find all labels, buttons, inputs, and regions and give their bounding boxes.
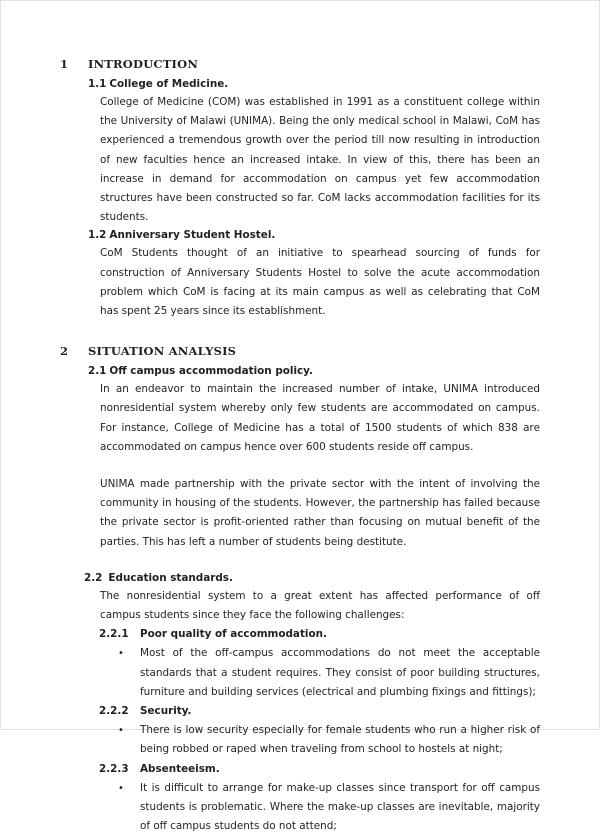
item-number-2-2-2: 2.2.2 [99, 705, 129, 718]
list-item [60, 721, 540, 759]
item-title-2-2-2: Security. [140, 705, 192, 718]
bullet-icon: • [118, 648, 124, 660]
bullet-text-2-2-2-1: There is low security especially for female students who run a higher risk of being robbed or raped when traveling from school to hostels at night; [140, 724, 540, 756]
item-heading-2-2-1 [60, 625, 540, 644]
bullet-text-2-2-1-1: Most of the off-campus accommodations do not meet the acceptable standards that a student requires. They consist of poor building structures, furniture and building services (electrical and plumbing fixings and fittings); [140, 647, 540, 698]
subsection-title-1-2: Anniversary Student Hostel. [109, 229, 276, 242]
section-title-1: INTRODUCTION [88, 57, 199, 71]
section-heading-1 [60, 56, 540, 72]
subsection-title-2-1: Off campus accommodation policy. [109, 365, 313, 378]
document-content [60, 56, 540, 837]
section-heading-2 [60, 343, 540, 359]
subsection-heading-1-2 [60, 227, 540, 244]
list-item [60, 779, 540, 837]
subsection-number-2-2: 2.2 [84, 571, 103, 584]
item-heading-2-2-3 [60, 760, 540, 779]
item-title-2-2-3: Absenteeism. [140, 762, 220, 775]
bullet-text-2-2-3-1: It is difficult to arrange for make-up classes since transport for off campus students is problematic. Where the make-up classes are inevitable, majority of off campus students do not attend; [140, 781, 540, 833]
paragraph-1-2-1: CoM Students thought of an initiative to spearhead sourcing of funds for construction of Anniversary Students Hostel to solve the acute accommodation problem which CoM is facing at its main campus as well as celebrating that CoM has spent 25 years since its establishment. [100, 247, 540, 318]
subsection-title-2-2: Education standards. [108, 571, 233, 584]
list-item [60, 644, 540, 702]
subsection-title-1-1: College of Medicine. [109, 78, 229, 90]
section-number-1: 1 [60, 57, 69, 71]
item-title-2-2-1: Poor quality of accommodation. [140, 628, 327, 641]
bullet-icon: • [118, 725, 124, 737]
section-number-2: 2 [60, 344, 69, 359]
item-number-2-2-1: 2.2.1 [99, 628, 129, 641]
paragraph-2-1-1: In an endeavor to maintain the increased number of intake, UNIMA introduced nonresidential system whereby only few students are accommodated on campus. For instance, College of Medicine has a total of 1500 students of which 838 are accommodated on campus hence over 600 students reside off campus. [100, 383, 540, 453]
subsection-number-1-2: 1.2 [88, 229, 107, 242]
paragraph-2-1-2: UNIMA made partnership with the private sector with the intent of involving the community in housing of the students. However, the partnership has failed because the private sector is profit-oriented rather than focusing on mutual benefit of the parties. This has left a number of students being destitute. [100, 478, 540, 548]
subsection-number-2-1: 2.1 [88, 365, 107, 378]
subsection-heading-1-1 [60, 76, 540, 93]
section-title-2: SITUATION ANALYSIS [88, 344, 237, 359]
item-number-2-2-3: 2.2.3 [99, 762, 129, 775]
item-heading-2-2-2 [60, 702, 540, 721]
bullet-icon: • [118, 782, 124, 794]
subsection-number-1-1: 1.1 [88, 78, 107, 90]
subsection-heading-2-2 [60, 570, 540, 587]
paragraph-1-1-1: College of Medicine (COM) was established in 1991 as a constituent college within the University of Malawi (UNIMA). Being the only medical school in Malawi, CoM has experienced a tremendous growth over the period till now resulting in introduction of new faculties hence an increased intake. In view of this, there has been an increase in demand for accommodation on campus yet few accommodation structures have been constructed so far. CoM lacks accommodation facilities for its students. [100, 96, 540, 224]
subsection-heading-2-1 [60, 363, 540, 380]
paragraph-2-2-1: The nonresidential system to a great extent has affected performance of off campus students since they face the following challenges: [100, 589, 540, 622]
